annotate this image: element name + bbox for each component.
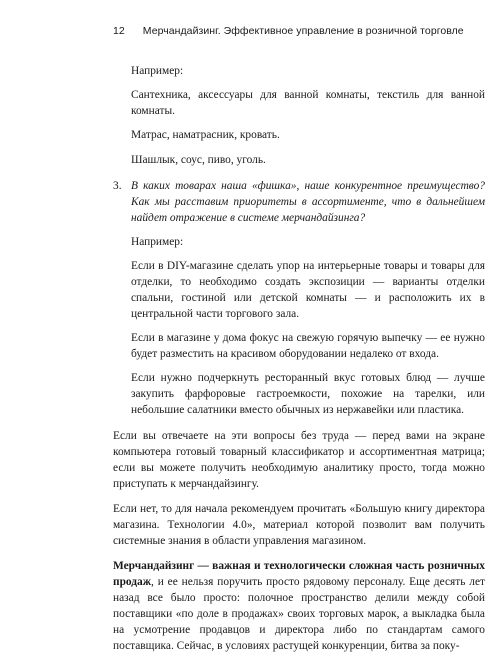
example-item: Если в магазине у дома фокус на свежую горячую выпечку — ее нужно будет разместить на красивом оборудовании недалеко от входа. xyxy=(131,332,485,360)
page-number: 12 xyxy=(113,25,125,37)
page-content xyxy=(113,63,485,654)
example-item: Если нужно подчеркнуть ресторанный вкус готовых блюд — лучше закупить фарфоровые гастроемкости, похожие на тарелки, или небольшие салатники вместо обычных из нержавейки или пластика. xyxy=(131,372,485,416)
example-item: Сантехника, аксессуары для ванной комнаты, текстиль для ванной комнаты. xyxy=(131,89,485,117)
example-item: Матрас, наматрасник, кровать. xyxy=(131,129,280,141)
question-text: В каких товарах наша «фишка», наше конкурентное преимущество? Как мы расставим приоритеты в ассортименте, что в дальнейшем найдет отражение в системе мерчандайзинга? xyxy=(131,180,485,224)
example-item: Если в DIY-магазине сделать упор на интерьерные товары и товары для отделки, то необходимо создать экспозиции — варианты отделки спальни, гостиной или детской комнаты — и расположить их в центральной части торгового зала. xyxy=(131,260,485,320)
running-header xyxy=(113,25,464,37)
bold-lead: Мерчандайзинг — важная и технологически сложная часть розничных продаж xyxy=(113,560,485,588)
paragraph-rest: , и ее нельзя поручить просто рядовому персоналу. Еще десять лет назад все было просто: полочное пространство делили между собой поставщики «по доле в продажах» своих торговых марок, а выкладка была на усмотрение продавцов и директора либо по стандартам самого поставщика. Сейчас, в условиях растущей конкуренции, битва за поку- xyxy=(113,576,485,652)
body-paragraph xyxy=(113,558,485,654)
numbered-question xyxy=(113,178,485,226)
example-label: Например: xyxy=(131,65,184,77)
running-title: Мерчандайзинг. Эффективное управление в розничной торговле xyxy=(142,25,464,37)
question-number: 3. xyxy=(113,180,122,192)
body-paragraph: Если вы отвечаете на эти вопросы без труда — перед вами на экране компьютера готовый товарный классификатор и ассортиментная матрица; если вы можете получить необходимую аналитику просто, тогда можно приступать к мерчандайзингу. xyxy=(113,430,485,490)
example-item: Шашлык, соус, пиво, уголь. xyxy=(131,154,266,166)
example-label: Например: xyxy=(131,236,184,248)
body-paragraph: Если нет, то для начала рекомендуем прочитать «Большую книгу директора магазина. Технологии 4.0», материал которой позволит вам получить системные знания в области управления магазином. xyxy=(113,503,485,547)
